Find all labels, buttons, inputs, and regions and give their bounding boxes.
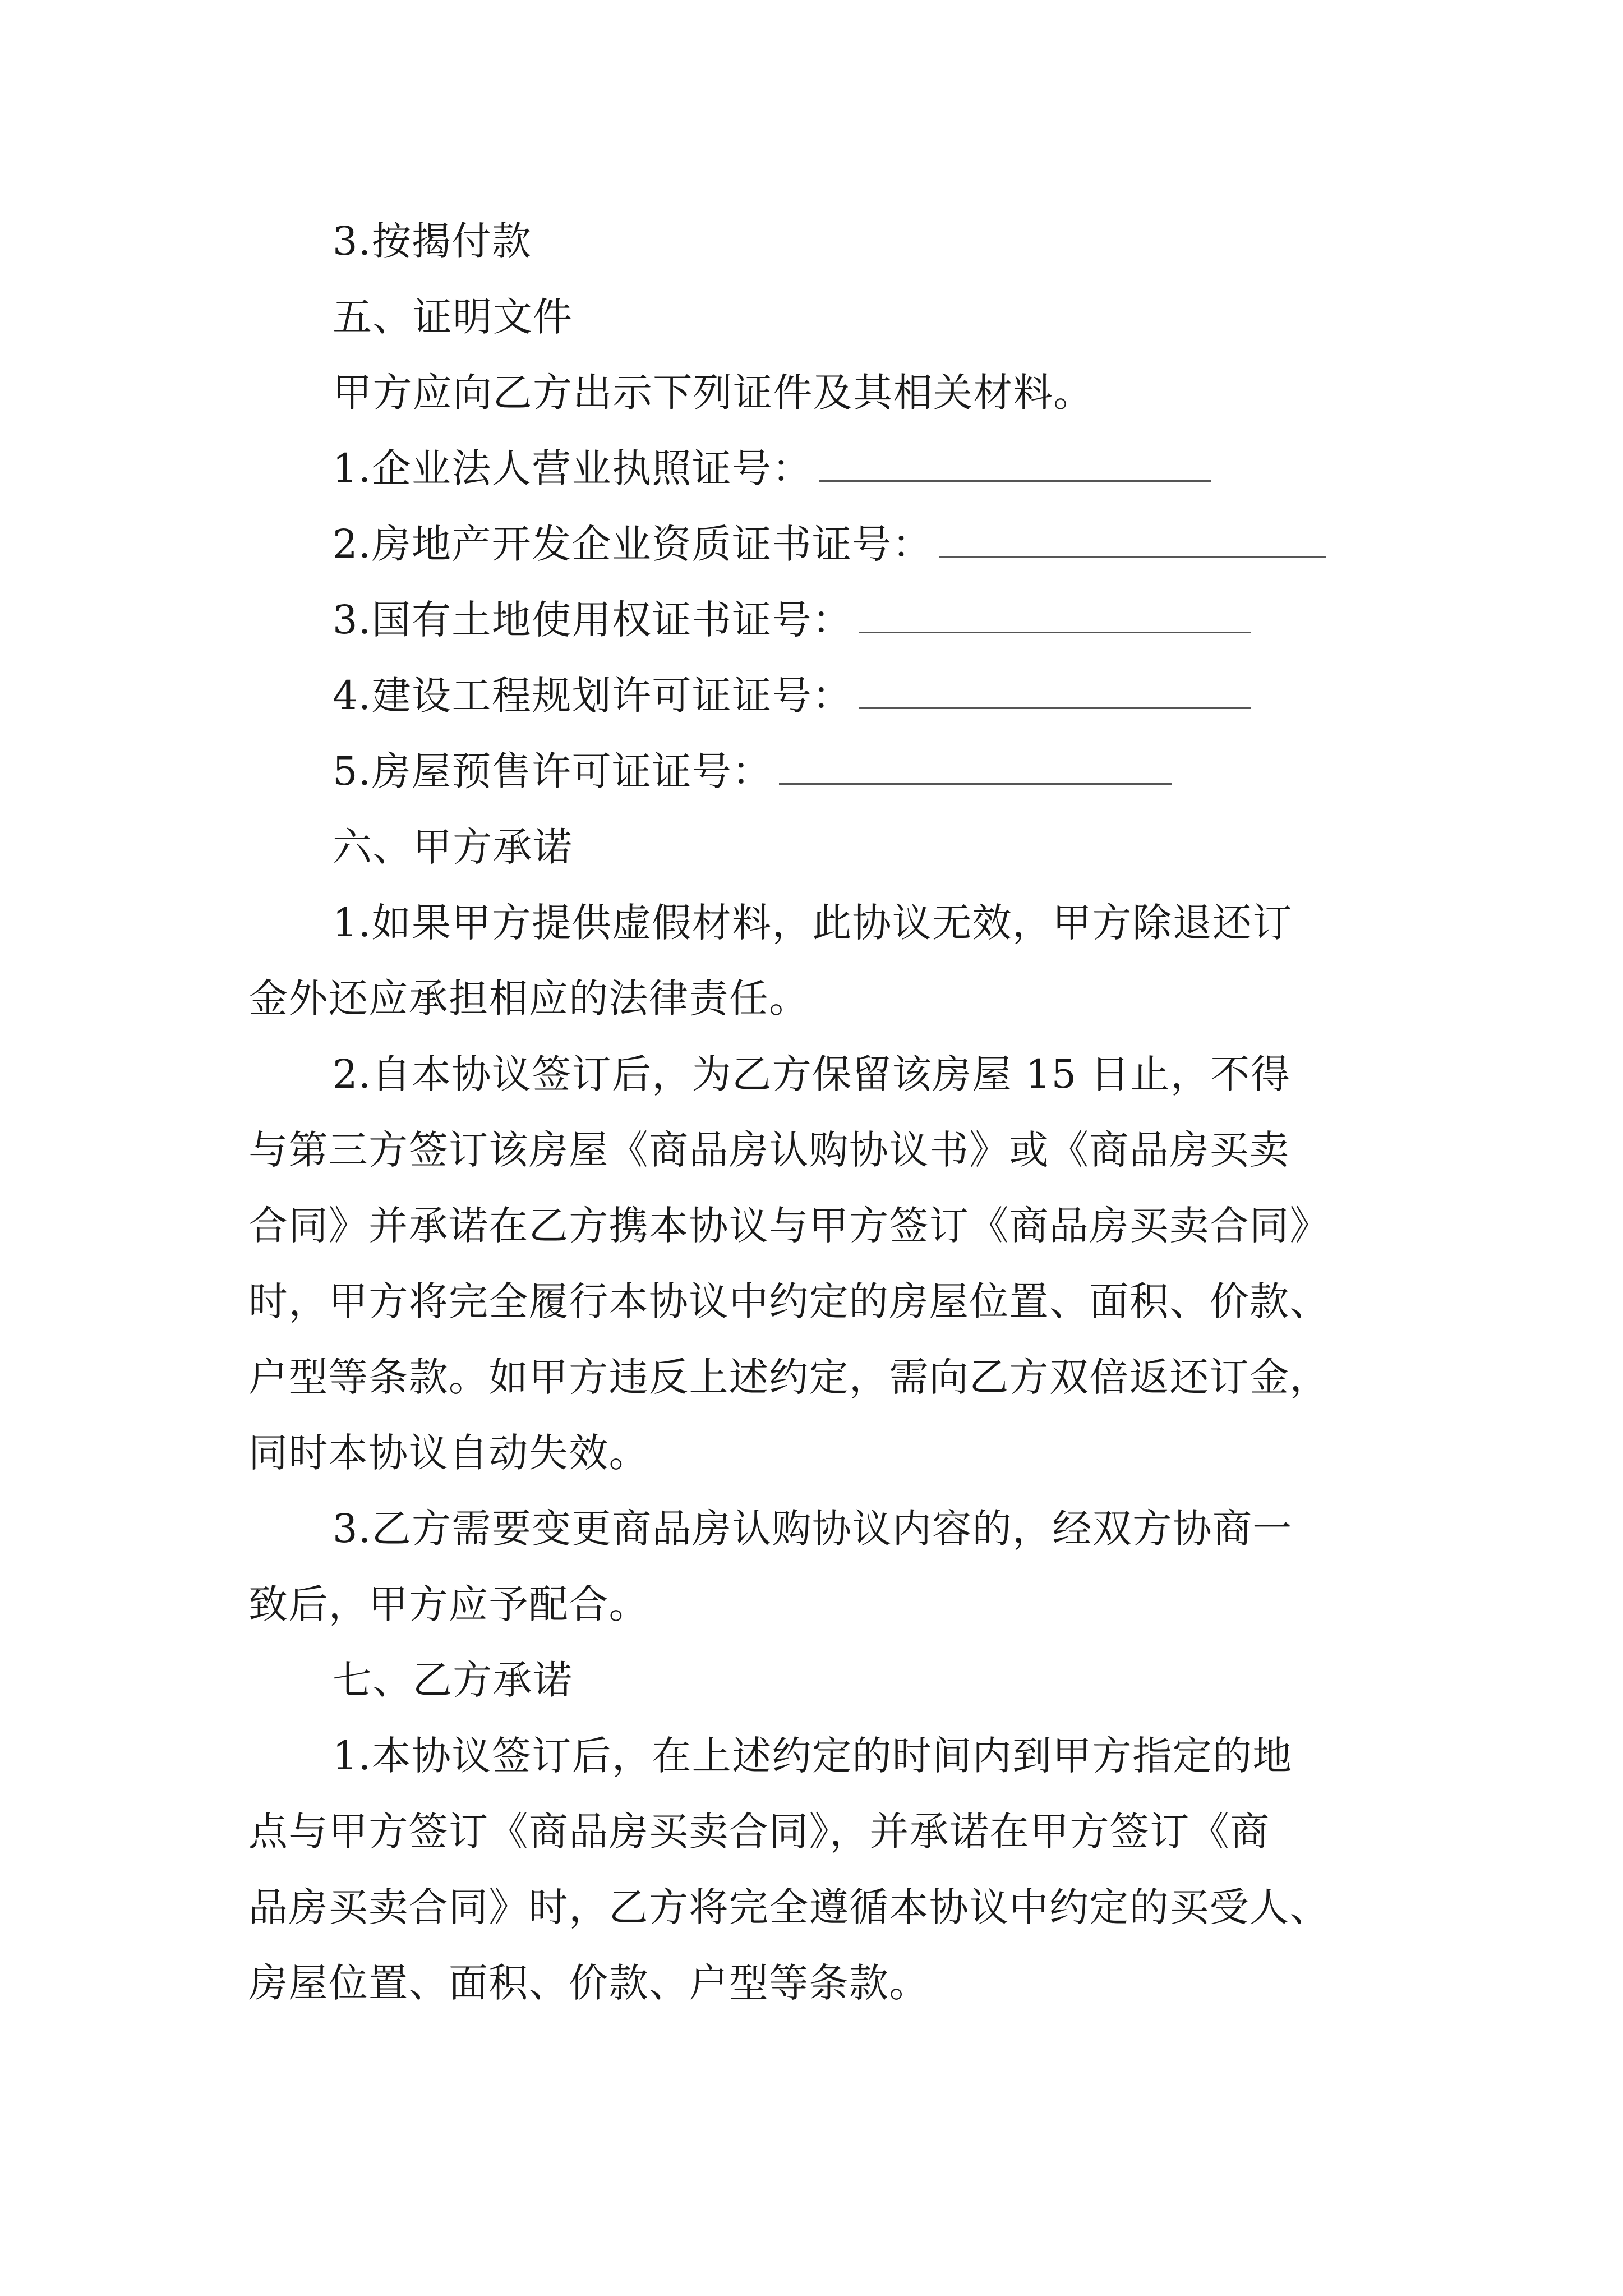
certificate-item-2-label: 2.房地产开发企业资质证书证号： — [333, 521, 933, 567]
certificate-item-1-blank — [819, 445, 1211, 482]
payment-method-item-3: 3.按揭付款 — [333, 218, 532, 264]
section-6-p1-line-1: 1.如果甲方提供虚假材料，此协议无效，甲方除退还订 — [333, 900, 1293, 946]
section-6-p3-line-2: 致后，甲方应予配合。 — [248, 1581, 649, 1627]
certificate-item-2-blank — [939, 521, 1326, 558]
certificate-item-5-blank — [779, 748, 1172, 785]
certificate-item-3-blank — [859, 597, 1251, 633]
certificate-item-3-label: 3.国有土地使用权证书证号： — [333, 597, 852, 643]
section-6-p2-line-6: 同时本协议自动失效。 — [248, 1430, 649, 1476]
certificate-item-2 — [333, 519, 1326, 569]
section-6-heading: 六、甲方承诺 — [333, 824, 573, 870]
certificate-item-4-label: 4.建设工程规划许可证证号： — [333, 673, 852, 719]
section-7-p1-line-3: 品房买卖合同》时，乙方将完全遵循本协议中约定的买受人、 — [248, 1884, 1330, 1930]
certificate-item-4-blank — [859, 673, 1251, 709]
section-6-p2-line-1: 2.自本协议签订后，为乙方保留该房屋 15 日止，不得 — [333, 1051, 1291, 1097]
section-7-heading: 七、乙方承诺 — [333, 1657, 573, 1703]
section-6-p2-line-2: 与第三方签订该房屋《商品房认购协议书》或《商品房买卖 — [248, 1127, 1290, 1173]
section-6-p2-line-4: 时，甲方将完全履行本协议中约定的房屋位置、面积、价款、 — [248, 1278, 1330, 1324]
certificate-item-5-label: 5.房屋预售许可证证号： — [333, 748, 772, 794]
section-5-intro: 甲方应向乙方出示下列证件及其相关材料。 — [333, 370, 1094, 416]
certificate-item-1 — [333, 443, 1211, 494]
section-6-p2-line-5: 户型等条款。如甲方违反上述约定，需向乙方双倍返还订金， — [248, 1354, 1330, 1400]
certificate-item-5 — [333, 746, 1172, 797]
section-6-p2-line-3: 合同》并承诺在乙方携本协议与甲方签订《商品房买卖合同》 — [248, 1203, 1330, 1249]
section-6-p1-line-2: 金外还应承担相应的法律责任。 — [248, 976, 809, 1022]
section-7-p1-line-2: 点与甲方签订《商品房买卖合同》，并承诺在甲方签订《商 — [248, 1809, 1270, 1855]
section-7-p1-line-4: 房屋位置、面积、价款、户型等条款。 — [248, 1960, 929, 2006]
section-6-p3-line-1: 3.乙方需要变更商品房认购协议内容的，经双方协商一 — [333, 1506, 1293, 1552]
section-7-p1-line-1: 1.本协议签订后，在上述约定的时间内到甲方指定的地 — [333, 1733, 1293, 1779]
section-5-heading: 五、证明文件 — [333, 294, 573, 340]
certificate-item-4 — [333, 670, 1251, 721]
certificate-item-3 — [333, 595, 1251, 645]
certificate-item-1-label: 1.企业法人营业执照证号： — [333, 445, 812, 491]
